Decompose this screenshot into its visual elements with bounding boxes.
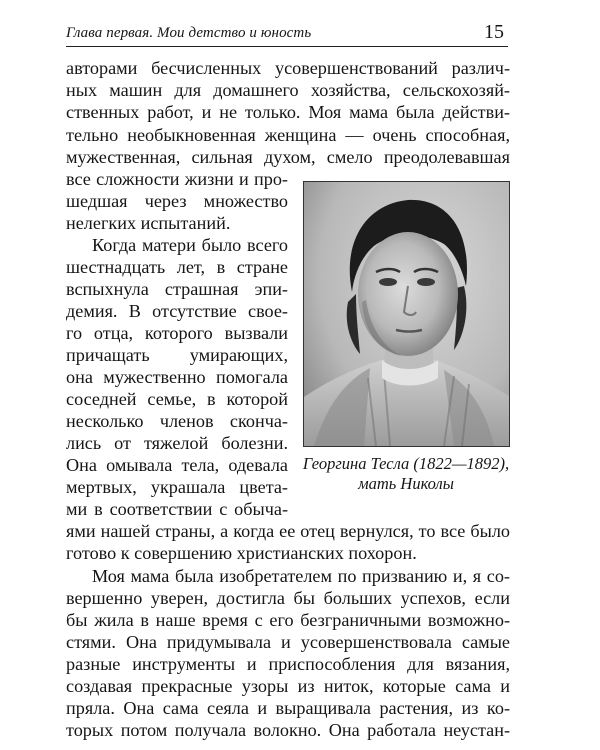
text-line: авторами бесчисленных усовершенствований различ- [66,58,510,78]
text-line: Моя мама была изобретателем по призванию и, я со- [92,566,510,586]
text-line: шедшая через множество [66,191,288,211]
text-line: пряла. Она сама сеяла и выращивала растения, из ко- [66,698,510,718]
page-number: 15 [484,21,504,43]
text-line: вершенно уверен, достигла бы больших успехов, если [66,588,510,608]
text-line: готово к совершению христианских похорон. [66,543,417,563]
text-line: разные инструменты и приспособления для вязания, [66,654,510,674]
text-line: тельно необыкновенная женщина — очень способная, [66,125,510,145]
text-line: Она омывала тела, одевала [66,455,288,475]
text-line: она мужественно помогала [66,367,288,387]
text-line: го отца, которого вызвали [66,323,288,343]
text-line: стями. Она придумывала и усовершенствовала самые [66,632,510,652]
text-line: ями нашей страны, а когда ее отец вернулся, то все было [66,521,510,541]
caption-line: мать Николы [358,474,454,493]
text-line: ми в соответствии с обыча- [66,499,288,519]
text-line: Когда матери было всего [92,235,288,255]
text-line: торых потом получала волокно. Она работала неустан- [66,720,510,740]
text-line: несколько членов сконча- [66,411,288,431]
caption-line: Георгина Тесла (1822—1892), [302,454,510,473]
running-header [66,22,508,47]
text-line: мертвых, украшала цвета- [66,477,288,497]
portrait-photo [303,181,510,447]
text-line: бы жила в наше время с его безграничными возможно- [66,610,510,630]
text-line: причащать умирающих, [66,345,288,365]
text-line: создавая прекрасные узоры из ниток, которые сама и [66,676,510,696]
figure-caption [296,454,516,494]
text-line: соседней семье, в которой [66,389,288,409]
text-line: ных машин для домашнего хозяйства, сельскохозяй- [66,80,510,100]
running-head-title: Глава первая. Мои детство и юность [66,25,312,41]
text-line: мужественная, сильная духом, смело преодолевавшая [66,147,510,167]
text-line: ственных работ, и не только. Моя мама была действи- [66,102,510,122]
text-line: вспыхнула страшная эпи- [66,279,288,299]
text-line: лись от тяжелой болезни. [66,433,288,453]
text-line: все сложности жизни и про- [66,169,288,189]
text-line: шестнадцать лет, в стране [66,257,288,277]
text-line: демия. В отсутствие свое- [66,301,288,321]
text-line: нелегких испытаний. [66,213,231,233]
